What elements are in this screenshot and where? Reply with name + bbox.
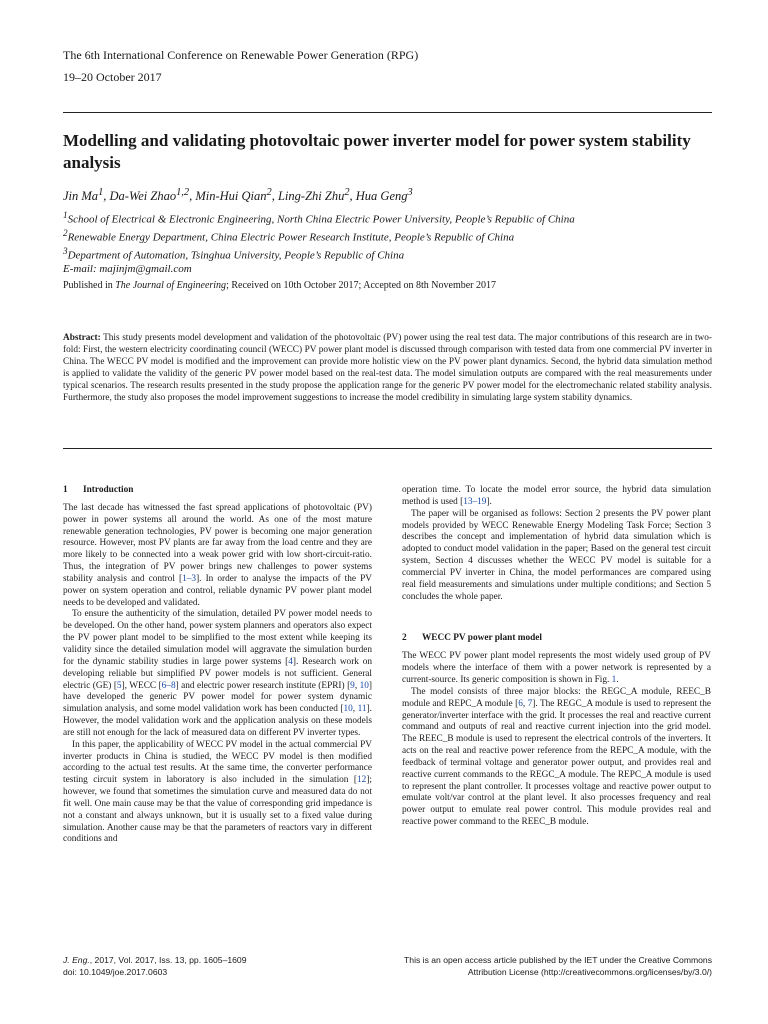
paragraph: In this paper, the applicability of WECC PV model in the actual commercial PV inverter products in China is studied, the WECC PV model is then modified according to the actual test results. At the same time, the converter performance testing circuit system in laboratory is also included in the simulation [12]; however, we found that sometimes the simulation curve and measured data do not fit well. One main cause may be that the value of corresponding grid impedance is not a constant and always unknown, but it is usually set to a fixed value during simulation. Another cause may be that the parameters of reactors vary in different conditions and [63,739,372,845]
journal-abbrev: J. Eng. [63,955,90,965]
abstract-divider [63,448,712,449]
conference-name: The 6th International Conference on Renewable Power Generation (RPG) [63,48,419,62]
author: Min-Hui Qian$^2$, [195,187,278,204]
citation-link[interactable]: 9 [350,680,355,691]
doi[interactable]: doi: 10.1049/joe.2017.0603 [63,966,168,977]
paragraph: The paper will be organised as follows: Section 2 presents the PV power plant models provided by WECC Renewable Energy Modeling Task Force; Section 3 describes the concept and implementation of hybrid data simulation which is adopted to conduct model validation in the paper; Based on the general test circuit system, Section 4 discusses whether the WECC PV model is suitable for a commercial PV inverter in China, the model performances are compared using real field measurements and simulations under multiple conditions; and Section 5 concludes the whole paper. [402,508,711,602]
citation-link[interactable]: 1–3 [182,573,197,584]
paragraph: The last decade has witnessed the fast spread applications of photovoltaic (PV) power in power systems all around the world. As one of the most mature renewable generation technologies, PV power is becoming one major generation resource. However, most PV plants are far away from the load centre and they are more likely to be connected into a weak power grid with low short-circuit-ratio. Thus, the integration of PV power brings new challenges to power systems stability analysis and control [1–3]. In order to analyse the impacts of the PV power on system operation and control, reliable dynamic PV power plant model needs to be developed and validated. [63,502,372,608]
author: Ling-Zhi Zhu$^2$, [277,187,356,204]
publication-info: Published in The Journal of Engineering; Received on 10th October 2017; Accepted on 8th November 2017 [63,280,496,291]
journal-name[interactable]: The Journal of Engineering [115,280,227,291]
abstract-text: This study presents model development and validation of the photovoltaic (PV) power using the real test data. The major contributions of this research are in two-fold: First, the western electricity coordinating council (WECC) PV power plant model is discussed through comparison with tested data from one commercial PV inverter in China. The WECC PV model is modified and the improvement can provide more holistic view on the PV power plant dynamics. Second, the hybrid data simulation method is applied to validate the validity of the generic PV power model based on the real-test data. The model simulation outputs are compared with the real measurements under typical scenarios. The research results presented in the study propose the application range for the generic PV power model for the electromechanic related stability analysis. Furthermore, the study also proposes the model improvement suggestions to increase the model credibility in simulating large system stability dynamics. [63,333,712,403]
figure-link[interactable]: 1 [611,674,617,685]
citation-link[interactable]: 11 [357,704,367,715]
citation-link[interactable]: 6 [518,698,523,709]
section-heading-introduction: 1 Introduction [63,485,134,495]
section-spacer [402,603,711,633]
footer-citation: J. Eng., 2017, Vol. 2017, Iss. 13, pp. 1605–1609 doi: 10.1049/joe.2017.0603 [63,955,247,977]
paper-title: Modelling and validating photovoltaic power inverter model for power system stability analysis [63,131,691,172]
citation-link[interactable]: 5 [116,680,122,691]
paragraph: The WECC PV power plant model represents the most widely used group of PV models where the interface of them with a power network is represented by a current-source. Its generic composition is shown in Fig. 1. [402,651,711,685]
author-list [63,185,703,204]
section-heading-wecc-model: 2 WECC PV power plant model [402,633,543,644]
citation-link[interactable]: 13–19 [463,496,487,507]
license-link[interactable]: Attribution License (http://creativecommons.org/licenses/by/3.0/) [467,966,712,977]
citation-link[interactable]: 4 [288,656,293,667]
affiliation-list [63,209,708,277]
header-divider [63,112,712,113]
author: Jin Ma$^1$, [63,187,110,204]
paragraph: operation time. To locate the model error source, the hybrid data simulation method is used [13–19]. [402,485,711,507]
right-column [402,485,711,829]
author-email[interactable]: E-mail: majinjm@gmail.com [63,263,192,276]
citation-link[interactable]: 10 [343,704,353,715]
author: Hua Geng$^3$ [355,187,413,204]
abstract [63,333,712,404]
abstract-label: Abstract: [63,333,101,343]
affiliation: $^2$Renewable Energy Department, China Electric Power Research Institute, People’s Republic of China [63,228,515,244]
citation-link[interactable]: 7 [527,698,533,709]
footer-license: This is an open access article published by the IET under the Creative Commons Attribution License (http://creativecommons.org/licenses/by/3.0/) [404,955,712,977]
author: Da-Wei Zhao$^{1,2}$, [109,187,196,204]
citation-link[interactable]: 12 [357,775,367,786]
paragraph: To ensure the authenticity of the simulation, detailed PV power model needs to be developed. On the other hand, power system planners and operators also expect the PV power plant model to be simplified to the most extent while keeping its validity since the detailed simulation model will aggravate the simulation burden for the dynamic stability studies in large power systems [4]. Research work on developing reliable but simplified PV power models is not sufficient. General electric (GE) [5], WECC [6–8] and electric power research institute (EPRI) [9, 10] have developed the generic PV power model for power system dynamic simulation analysis, and some model validation work has been conducted [10, 11]. However, the model validation work and the application analysis on these models are still not enough for the lack of measured data on different PV inverter types. [63,609,372,738]
citation-link[interactable]: 6–8 [161,680,176,691]
affiliation: $^1$School of Electrical & Electronic Engineering, North China Electric Power University, People’s Republic of China [63,210,575,226]
affiliation: $^3$Department of Automation, Tsinghua University, People’s Republic of China [63,246,405,262]
left-column [63,485,372,846]
conference-date: 19–20 October 2017 [63,70,162,84]
citation-link[interactable]: 10 [359,680,369,691]
paragraph: The model consists of three major blocks: the REGC_A module, REEC_B module and REPC_A module [6, 7]. The REGC_A module is used to represent the generator/inverter interface with the grid. It processes the real and reactive current command and outputs of real and reactive current injection into the grid model. The REEC_B module is used to represent the electrical controls of the inverters. It acts on the real and reactive power reference from the REPC_A module, with the feedback of terminal voltage and generator power output, and provides real and reactive current commands to the REGC_A module. The REPC_A module is used to represent the plant controller. It processes voltage and reactive power output to emulate volt/var control at the plant level. It also processes frequency and real power output to emulate real power control. This module provides real and reactive power command to the REEC_B module. [402,686,711,828]
